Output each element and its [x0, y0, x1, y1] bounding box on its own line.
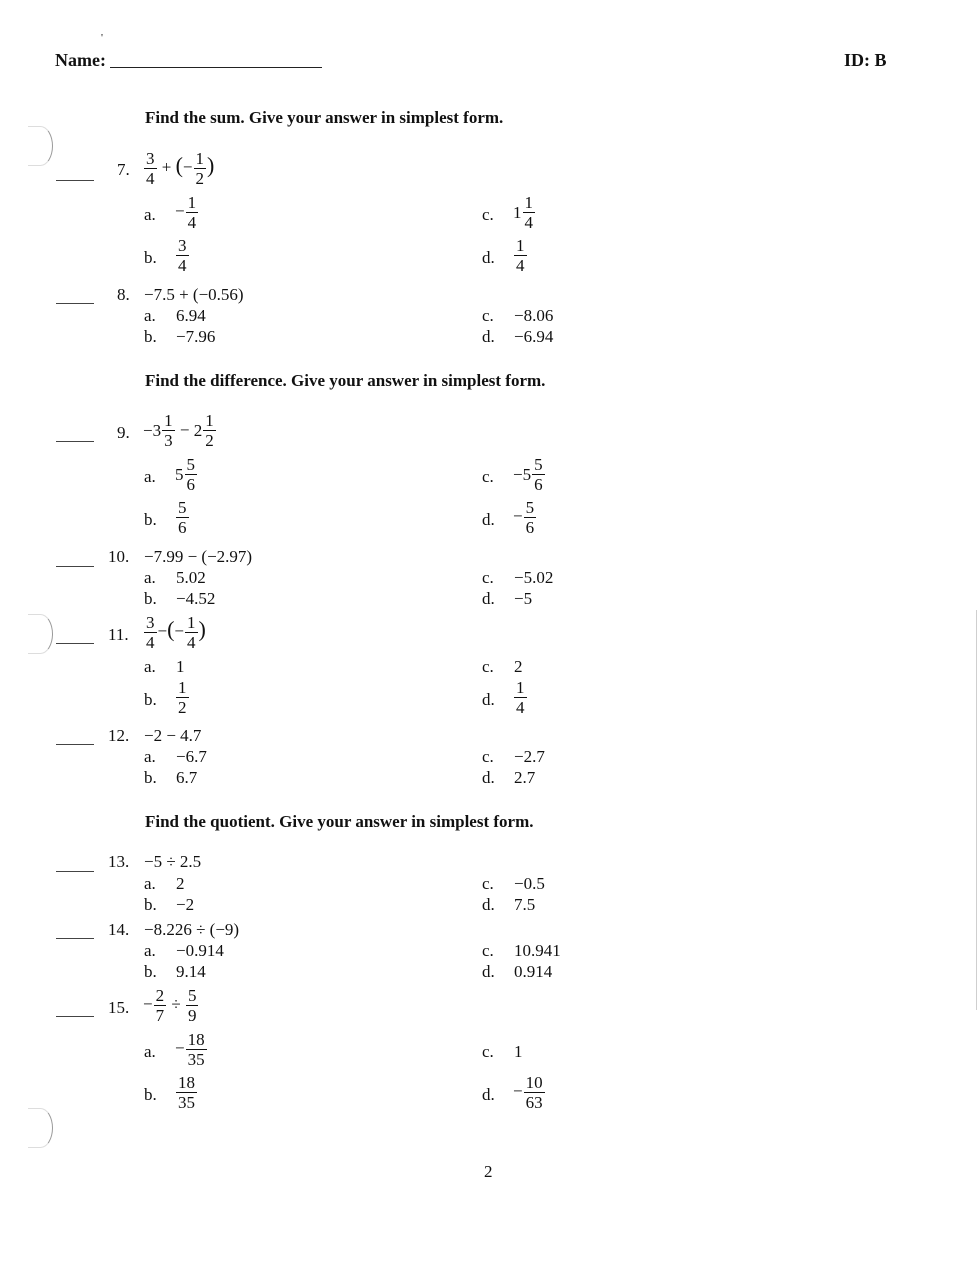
choice-letter: b.	[144, 895, 157, 914]
choice-letter: d.	[482, 895, 495, 914]
choice-14c: 10.941	[514, 941, 561, 960]
choice-letter: c.	[482, 205, 494, 224]
choice-letter: b.	[144, 962, 157, 981]
choice-7a: − $\frac{1}{4}$	[175, 193, 197, 232]
choice-8c: −8.06	[514, 306, 554, 325]
answer-blank-14[interactable]	[56, 938, 94, 939]
choice-8b: −7.96	[176, 327, 216, 346]
choice-14b: 9.14	[176, 962, 206, 981]
choice-12d: 2.7	[514, 768, 536, 787]
choice-10d: −5	[514, 589, 533, 608]
answer-blank-11[interactable]	[56, 643, 94, 644]
choice-13b: −2	[176, 895, 195, 914]
binder-hole-bottom	[28, 1108, 53, 1148]
answer-blank-10[interactable]	[56, 566, 94, 567]
choice-letter: c.	[482, 306, 494, 325]
choice-letter: c.	[482, 657, 494, 676]
choice-9a: 5 $\frac{5}{6}$	[175, 455, 195, 494]
choice-13a: 2	[176, 874, 185, 893]
choice-letter: a.	[144, 568, 156, 587]
choice-13d: 7.5	[514, 895, 536, 914]
choice-letter: d.	[482, 690, 495, 709]
question-number: 9.	[117, 423, 130, 442]
choice-14a: −0.914	[176, 941, 224, 960]
choice-15c: 1	[514, 1042, 523, 1061]
choice-9c: −5 $\frac{5}{6}$	[513, 455, 543, 494]
choice-11d: $\frac{1}{4}$	[516, 678, 525, 717]
question-7-expression: $\frac{3}{4}$ + (− $\frac{1}{2}$ )	[146, 149, 215, 188]
choice-letter: a.	[144, 874, 156, 893]
question-number: 12.	[108, 726, 130, 745]
choice-letter: a.	[144, 205, 156, 224]
question-14-expression: −8.226 ÷ (−9)	[144, 920, 240, 939]
choice-7c: 1 $\frac{1}{4}$	[513, 193, 533, 232]
choice-10c: −5.02	[514, 568, 554, 587]
choice-7d: $\frac{1}{4}$	[516, 236, 525, 275]
answer-blank-12[interactable]	[56, 744, 94, 745]
choice-11b: $\frac{1}{2}$	[178, 678, 187, 717]
choice-10a: 5.02	[176, 568, 206, 587]
binder-hole-top	[28, 126, 53, 166]
choice-letter: b.	[144, 589, 157, 608]
choice-12b: 6.7	[176, 768, 198, 787]
question-number: 13.	[108, 852, 130, 871]
choice-letter: d.	[482, 1085, 495, 1104]
choice-letter: b.	[144, 690, 157, 709]
choice-15b: $\frac{18}{35}$	[178, 1073, 195, 1112]
choice-letter: d.	[482, 248, 495, 267]
choice-letter: c.	[482, 941, 494, 960]
section-heading-sum: Find the sum. Give your answer in simplest form.	[145, 108, 504, 127]
choice-8a: 6.94	[176, 306, 206, 325]
page-number: 2	[484, 1162, 493, 1181]
answer-blank-13[interactable]	[56, 871, 94, 872]
choice-letter: d.	[482, 510, 495, 529]
choice-letter: d.	[482, 589, 495, 608]
name-label: Name:	[55, 50, 106, 70]
question-9-expression: −3 $\frac{1}{3}$ − 2 $\frac{1}{2}$	[143, 411, 214, 450]
choice-8d: −6.94	[514, 327, 554, 346]
choice-letter: d.	[482, 327, 495, 346]
question-number: 7.	[117, 160, 130, 179]
choice-12a: −6.7	[176, 747, 207, 766]
choice-letter: c.	[482, 747, 494, 766]
choice-14d: 0.914	[514, 962, 553, 981]
choice-11a: 1	[176, 657, 185, 676]
choice-letter: c.	[482, 568, 494, 587]
choice-letter: c.	[482, 467, 494, 486]
choice-letter: a.	[144, 657, 156, 676]
choice-letter: a.	[144, 747, 156, 766]
answer-blank-15[interactable]	[56, 1016, 94, 1017]
question-number: 8.	[117, 285, 130, 304]
choice-15a: − $\frac{18}{35}$	[175, 1030, 205, 1069]
id-label: ID: B	[844, 50, 887, 70]
question-15-expression: − $\frac{2}{7}$ ÷ $\frac{5}{9}$	[143, 986, 197, 1025]
choice-letter: b.	[144, 1085, 157, 1104]
choice-letter: a.	[144, 306, 156, 325]
binder-hole-middle	[28, 614, 53, 654]
question-number: 10.	[108, 547, 130, 566]
choice-letter: c.	[482, 874, 494, 893]
question-number: 14.	[108, 920, 130, 939]
choice-letter: a.	[144, 467, 156, 486]
choice-15d: − $\frac{10}{63}$	[513, 1073, 543, 1112]
question-8-expression: −7.5 + (−0.56)	[144, 285, 244, 304]
choice-10b: −4.52	[176, 589, 216, 608]
choice-13c: −0.5	[514, 874, 545, 893]
choice-9b: $\frac{5}{6}$	[178, 498, 187, 537]
choice-11c: 2	[514, 657, 523, 676]
choice-letter: a.	[144, 1042, 156, 1061]
name-field[interactable]	[110, 67, 322, 68]
section-heading-quotient: Find the quotient. Give your answer in simplest form.	[145, 812, 534, 831]
choice-letter: b.	[144, 327, 157, 346]
choice-letter: d.	[482, 962, 495, 981]
choice-letter: b.	[144, 510, 157, 529]
section-heading-difference: Find the difference. Give your answer in simplest form.	[145, 371, 546, 390]
question-10-expression: −7.99 − (−2.97)	[144, 547, 253, 566]
question-12-expression: −2 − 4.7	[144, 726, 202, 745]
choice-letter: b.	[144, 248, 157, 267]
choice-letter: a.	[144, 941, 156, 960]
choice-letter: b.	[144, 768, 157, 787]
answer-blank-7[interactable]	[56, 180, 94, 181]
answer-blank-8[interactable]	[56, 303, 94, 304]
question-number: 15.	[108, 998, 130, 1017]
question-11-expression: $\frac{3}{4}$ −(− $\frac{1}{4}$ )	[146, 613, 206, 652]
tick-mark: '	[101, 32, 103, 44]
choice-7b: $\frac{3}{4}$	[178, 236, 187, 275]
question-13-expression: −5 ÷ 2.5	[144, 852, 202, 871]
scan-edge-mark	[976, 610, 977, 1010]
choice-letter: c.	[482, 1042, 494, 1061]
choice-letter: d.	[482, 768, 495, 787]
answer-blank-9[interactable]	[56, 441, 94, 442]
choice-9d: − $\frac{5}{6}$	[513, 498, 535, 537]
question-number: 11.	[108, 625, 129, 644]
choice-12c: −2.7	[514, 747, 545, 766]
